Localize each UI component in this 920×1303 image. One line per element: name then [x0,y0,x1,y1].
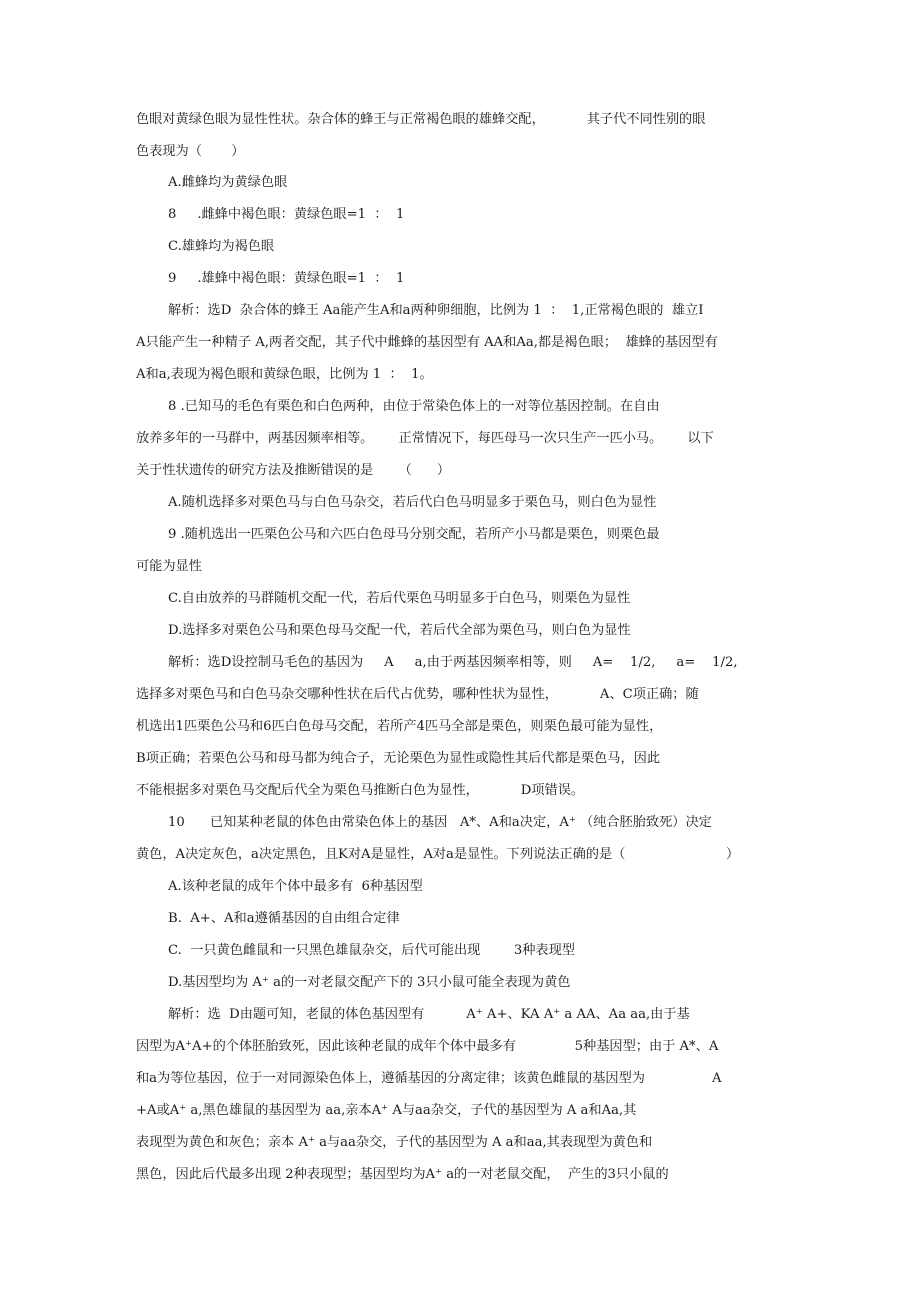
question-10-line-2: 黄色，A决定灰色，a决定黑色，且K对A是显性，A对a是显性。下列说法正确的是（ ） [136,847,740,862]
q8-option-d: D.选择多对栗色公马和栗色母马交配一代，若后代全部为栗色马，则白色为显性 [168,623,631,638]
option-b: 8 .雌蜂中褐色眼：黄绿色眼=1 ： 1 [168,207,405,222]
q8-analysis-line-3: 机选出1匹栗色公马和6匹白色母马交配，若所产4匹马全部是栗色，则栗色最可能为显性， [136,719,663,734]
q8-option-b-line-2: 可能为显性 [136,559,202,574]
q8-analysis-line-2: 选择多对栗色马和白色马杂交哪种性状在后代占优势，哪种性状为显性， A、C项正确；随 [136,687,699,702]
q10-analysis-line-4: +A或A⁺ a,黑色雄鼠的基因型为 aa,亲本A⁺ A与aa杂交，子代的基因型为 A a和Aa,其 [136,1103,637,1118]
option-d: 9 .雄蜂中褐色眼：黄绿色眼=1 ： 1 [168,271,405,286]
question-10-line-1: 10 已知某种老鼠的体色由常染色体上的基因 A*、A和a决定，A⁺ （纯合胚胎致死）决定 [168,815,712,830]
analysis-line-3: A和a,表现为褐色眼和黄绿色眼，比例为 1 ： 1。 [136,367,433,382]
q8-option-c: C.自由放养的马群随机交配一代，若后代栗色马明显多于白色马，则栗色为显性 [168,591,631,606]
question-8-line-1: 8 .已知马的毛色有栗色和白色两种，由位于常染色体上的一对等位基因控制。在自由 [168,399,660,414]
question-8-line-3: 关于性状遗传的研究方法及推断错误的是 （ ） [136,463,451,478]
question-8-line-2: 放养多年的一马群中，两基因频率相等。 正常情况下，每匹母马一次只生产一匹小马。 以下 [136,431,714,446]
q8-option-b-line-1: 9 .随机选出一匹栗色公马和六匹白色母马分别交配，若所产小马都是栗色，则栗色最 [168,527,660,542]
text-line-2: 色表现为（ ） [136,144,245,159]
q10-analysis-line-2: 因型为A⁺A+的个体胚胎致死，因此该种老鼠的成年个体中最多有 5种基因型；由于 A*、A [136,1039,719,1054]
q10-analysis-line-1: 解析：选 D由题可知，老鼠的体色基因型有 A⁺ A+、KA A⁺ a AA、Aa aa,由于基 [168,1007,690,1022]
q8-option-a: A.随机选择多对栗色马与白色马杂交，若后代白色马明显多于栗色马，则白色为显性 [168,495,657,510]
analysis-line-2: A只能产生一种精子 A,两者交配，其子代中雌蜂的基因型有 AA和Aa,都是褐色眼； 雄蜂的基因型有 [136,335,718,350]
q10-option-b: B. A+、A和a遵循基因的自由组合定律 [168,911,400,926]
q10-analysis-line-6: 黑色，因此后代最多出现 2种表现型；基因型均为A⁺ a的一对老鼠交配， 产生的3只小鼠的 [136,1167,669,1182]
q10-option-a: A.该种老鼠的成年个体中最多有 6种基因型 [168,879,423,894]
q10-option-c: C. 一只黄色雌鼠和一只黑色雄鼠杂交，后代可能出现 3种表现型 [168,943,575,958]
q8-analysis-line-4: B项正确；若栗色公马和母马都为纯合子，无论栗色为显性或隐性其后代都是栗色马，因此 [136,751,660,766]
analysis-line-1: 解析：选D 杂合体的蜂王 Aa能产生A和a两种卵细胞，比例为 1 ： 1,正常褐色眼的 雄立I [168,303,704,318]
q8-analysis-line-1: 解析：选D设控制马毛色的基因为 A a,由于两基因频率相等，则 A= 1/2, a= 1/2, [168,655,738,670]
option-c: C.雄蜂均为褐色眼 [168,239,275,254]
text-line-1: 色眼对黄绿色眼为显性性状。杂合体的蜂王与正常褐色眼的雄蜂交配， 其子代不同性别的眼 [136,112,706,127]
q8-analysis-line-5: 不能根据多对栗色马交配后代全为栗色马推断白色为显性， D项错误。 [136,783,585,798]
q10-analysis-line-5: 表现型为黄色和灰色；亲本 A⁺ a与aa杂交，子代的基因型为 A a和aa,其表现型为黄色和 [136,1135,653,1150]
option-a: A.雌蜂均为黄绿色眼 [168,175,288,190]
q10-option-d: D.基因型均为 A⁺ a的一对老鼠交配产下的 3只小鼠可能全表现为黄色 [168,975,571,990]
q10-analysis-line-3: 和a为等位基因，位于一对同源染色体上，遵循基因的分离定律；该黄色雌鼠的基因型为 A [136,1071,722,1086]
